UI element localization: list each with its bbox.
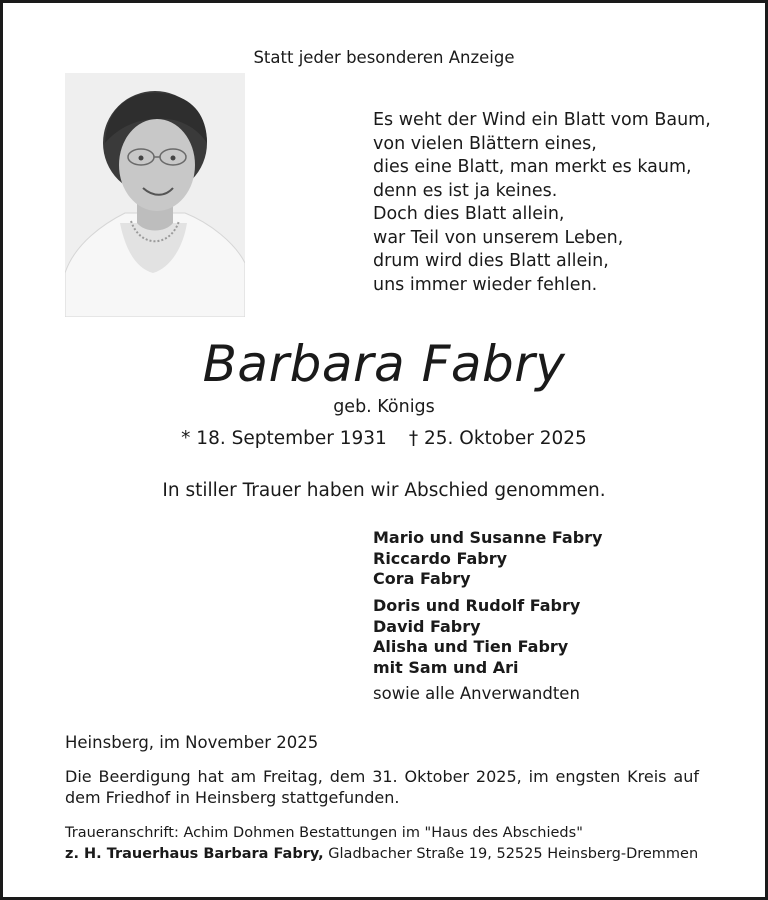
birth-name: geb. Königs — [333, 397, 435, 417]
poem-line: dies eine Blatt, man merkt es kaum, — [373, 157, 692, 177]
portrait-photo — [65, 73, 245, 317]
poem-line: Doch dies Blatt allein, — [373, 204, 565, 224]
address-street: Gladbacher Straße 19, 52525 Heinsberg-Dremmen — [328, 846, 699, 862]
poem-line: Es weht der Wind ein Blatt vom Baum, — [373, 110, 711, 130]
poem-line: war Teil von unserem Leben, — [373, 227, 624, 248]
funeral-notice: Die Beerdigung hat am Freitag, dem 31. Oktober 2025, im engsten Kreis auf dem Friedhof in Heinsberg stattgefunden. — [65, 767, 699, 807]
intro-line: Statt jeder besonderen Anzeige — [253, 48, 515, 67]
life-dates — [3, 428, 765, 449]
mourner-group-2 — [373, 596, 580, 678]
address-recipient: z. H. Trauerhaus Barbara Fabry, — [65, 846, 324, 862]
address-line-1: Traueranschrift: Achim Dohmen Bestattungen im "Haus des Abschieds" — [65, 825, 583, 841]
mourner-name: Cora Fabry — [373, 569, 471, 588]
poem-line: von vielen Blättern eines, — [373, 133, 597, 154]
birth-date: * 18. September 1931 — [181, 428, 387, 449]
mourner-name: mit Sam und Ari — [373, 657, 519, 677]
poem-line: drum wird dies Blatt allein, — [373, 251, 609, 271]
portrait-icon — [65, 73, 245, 317]
mourning-statement: In stiller Trauer haben wir Abschied genommen. — [162, 480, 606, 501]
mourner-group-1 — [373, 528, 602, 590]
mourner-name: Mario und Susanne Fabry — [373, 528, 603, 547]
poem-line: uns immer wieder fehlen. — [373, 274, 598, 295]
mourner-name: Riccardo Fabry — [373, 548, 508, 568]
death-date: † 25. Oktober 2025 — [408, 428, 587, 449]
address-line-2 — [65, 846, 698, 862]
poem — [373, 109, 711, 297]
place-date: Heinsberg, im November 2025 — [65, 733, 319, 752]
deceased-name: Barbara Fabry — [202, 335, 566, 393]
mourner-name: David Fabry — [373, 616, 481, 636]
poem-line: denn es ist ja keines. — [373, 180, 558, 201]
mourner-name: Alisha und Tien Fabry — [373, 637, 569, 656]
relatives-line: sowie alle Anverwandten — [373, 684, 580, 703]
mourner-name: Doris und Rudolf Fabry — [373, 596, 581, 615]
